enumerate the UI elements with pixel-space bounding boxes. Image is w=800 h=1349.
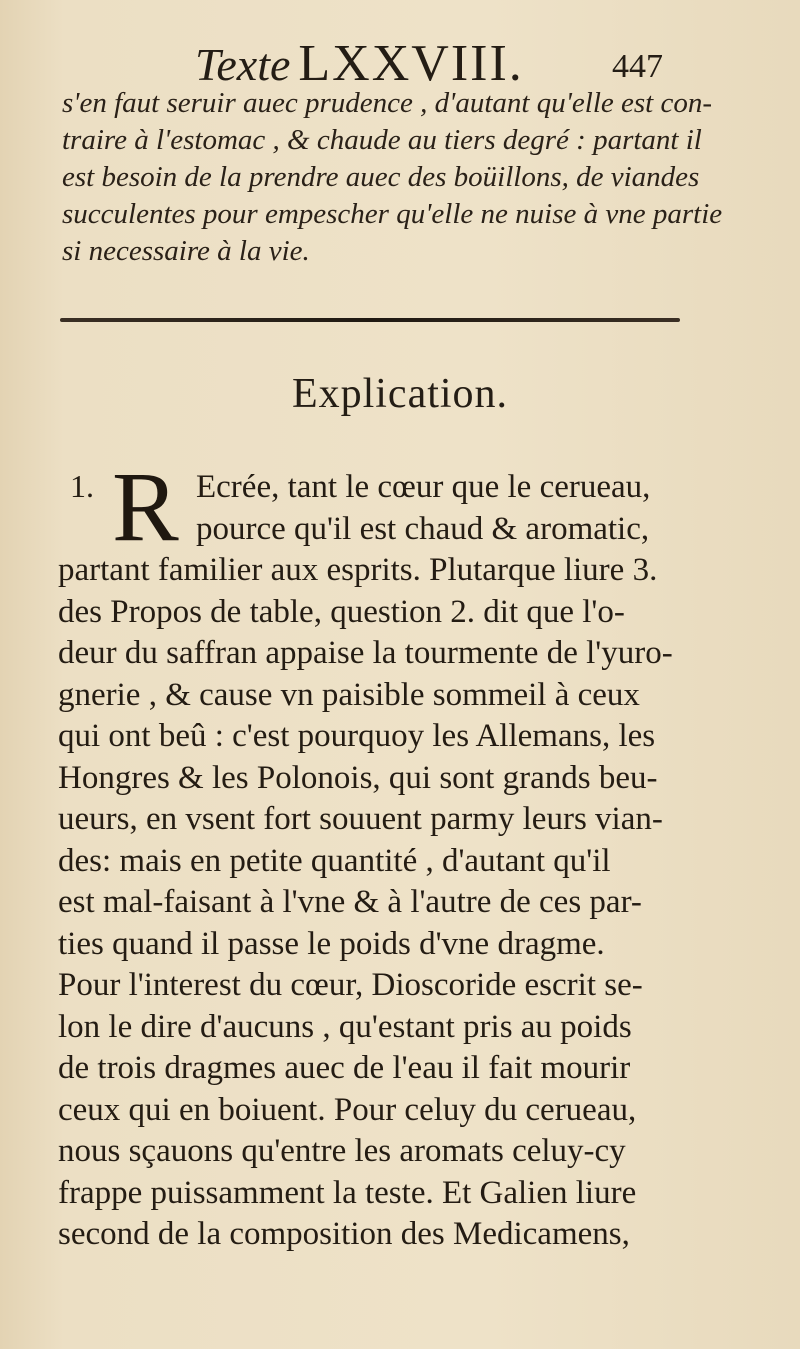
text-line: nous sçauons qu'entre les aromats celuy-cy [58, 1133, 626, 1169]
text-line: second de la composition des Medicamens, [58, 1216, 630, 1252]
text-line: partant familier aux esprits. Plutarque liure 3. [58, 552, 658, 588]
page-number: 447 [612, 48, 663, 85]
text-line: des Propos de table, question 2. dit que l'o- [58, 593, 625, 630]
horizontal-rule [60, 318, 680, 322]
text-line: frappe puissamment la teste. Et Galien liure [58, 1174, 637, 1211]
text-line: s'en faut seruir auec prudence , d'autant qu'elle est con- [62, 87, 713, 119]
text-line: Pour l'interest du cœur, Dioscoride escrit se- [58, 967, 643, 1003]
text-line: succulentes pour empescher qu'elle ne nuise à vne partie [62, 198, 723, 230]
text-line: est mal-faisant à l'vne & à l'autre de ces par- [58, 884, 642, 920]
text-line: qui ont beû : c'est pourquoy les Allemans, les [58, 718, 656, 754]
section-title: Explication. [291, 371, 509, 417]
text-line: ceux qui en boiuent. Pour celuy du cerueau, [58, 1091, 637, 1128]
text-line: des: mais en petite quantité , d'autant qu'il [58, 842, 611, 879]
text-line: de trois dragmes auec de l'eau il fait mourir [58, 1050, 631, 1086]
header-title-roman: LXXVIII. [298, 35, 524, 92]
drop-cap: R [112, 451, 179, 562]
text-line: gnerie , & cause vn paisible sommeil à ceux [58, 676, 640, 713]
header-title-italic: Texte [195, 39, 291, 90]
top-paragraph [62, 85, 752, 270]
text-line: traire à l'estomac , & chaude au tiers degré : partant il [62, 124, 702, 156]
running-header [0, 28, 800, 92]
text-line: ueurs, en vsent fort souuent parmy leurs vian- [58, 801, 663, 837]
text-line: lon le dire d'aucuns , qu'estant pris au poids [58, 1008, 632, 1045]
text-line: ties quand il passe le poids d'vne dragme. [58, 925, 605, 962]
text-line: pource qu'il est chaud & aromatic, [196, 510, 650, 547]
explication-paragraph [58, 467, 748, 1256]
text-line: deur du saffran appaise la tourmente de l'yuro- [58, 635, 673, 671]
text-line: Ecrée, tant le cœur que le cerueau, [196, 469, 651, 505]
text-line: Hongres & les Polonois, qui sont grands beu- [58, 759, 658, 796]
text-line: si necessaire à la vie. [62, 235, 310, 267]
text-line: est besoin de la prendre auec des boüillons, de viandes [62, 161, 700, 193]
item-number: 1. [70, 468, 94, 504]
